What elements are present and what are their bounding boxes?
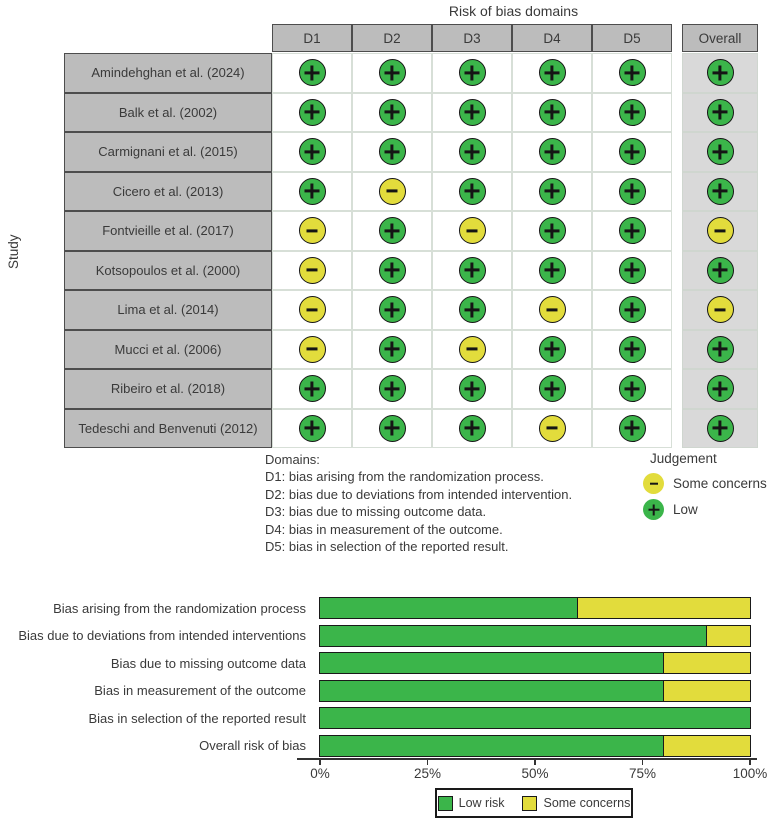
judgement-circle-low [379,138,406,165]
judgement-circle-low [299,99,326,126]
judgement-circle-low [619,257,646,284]
judgement-cell [272,251,352,291]
bar-category-label: Overall risk of bias [199,738,306,753]
bar-legend-item [438,796,505,811]
bar-category-label: Bias in selection of the reported result [88,710,306,726]
domains-note-lines [265,468,572,555]
plus-icon [620,376,645,401]
judgement-circle-low [619,59,646,86]
judgement-cell [432,369,512,409]
judgement-cell [512,172,592,212]
judgement-circle-low [619,375,646,402]
minus-icon [708,218,733,243]
judgement-circle-some_concerns [539,296,566,323]
x-axis-tick-label: 50% [521,766,549,781]
plus-icon [380,376,405,401]
bar-legend-label: Some concerns [543,796,631,810]
domain-column-header-d1: D1 [272,24,352,52]
judgement-legend-circle-some_concerns [643,473,664,494]
judgement-cell [272,369,352,409]
study-label: Balk et al. (2002) [64,93,272,133]
judgement-cell [512,290,592,330]
judgement-circle-low [459,296,486,323]
judgement-cell [352,251,432,291]
stacked-bar [319,735,751,757]
minus-icon [540,416,565,441]
judgement-circle-low [299,138,326,165]
plus-icon [300,100,325,125]
judgement-cell [352,369,432,409]
judgement-cell [272,132,352,172]
x-axis-tick-label: 25% [413,766,442,781]
judgement-circle-low [459,375,486,402]
judgement-circle-low [619,217,646,244]
judgement-cell [512,211,592,251]
minus-icon [300,258,325,283]
stacked-bar [319,707,751,729]
judgement-circle-low [459,257,486,284]
judgement-circle-low [619,178,646,205]
plus-icon [460,60,485,85]
judgement-cell [682,93,758,133]
judgement-cell [512,369,592,409]
judgement-circle-low [619,415,646,442]
judgement-cell [592,369,672,409]
plus-icon [708,337,733,362]
judgement-circle-some_concerns [299,217,326,244]
judgement-circle-low [707,415,734,442]
judgement-cell [432,251,512,291]
judgement-circle-low [459,99,486,126]
bar-legend-label: Low risk [458,796,505,810]
judgement-circle-low [299,415,326,442]
plus-icon [540,139,565,164]
minus-icon [460,218,485,243]
bar-segment-low-risk [320,736,664,756]
plus-icon [540,337,565,362]
stacked-bar [319,680,751,702]
minus-icon [708,297,733,322]
domain-column-header-d3: D3 [432,24,512,52]
judgement-circle-some_concerns [539,415,566,442]
bar-category-label: Bias due to deviations from intended interventions [18,628,306,643]
judgement-cell [592,53,672,93]
plus-icon [620,179,645,204]
plus-icon [460,179,485,204]
plus-icon [380,60,405,85]
judgement-cell [272,53,352,93]
bar-legend-item [522,796,630,811]
judgement-cell [592,330,672,370]
judgement-cell [512,132,592,172]
judgement-circle-low [379,99,406,126]
judgement-cell [592,132,672,172]
plus-icon [460,416,485,441]
judgement-circle-low [459,59,486,86]
x-axis-tick [319,758,321,765]
judgement-circle-some_concerns [459,217,486,244]
judgement-legend [643,451,767,525]
judgement-cell [352,172,432,212]
plus-icon [540,179,565,204]
plus-icon [380,416,405,441]
plus-icon [300,179,325,204]
study-label: Amindehghan et al. (2024) [64,53,272,93]
judgement-circle-some_concerns [707,217,734,244]
judgement-circle-some_concerns [707,296,734,323]
judgement-cell [682,251,758,291]
study-axis-label: Study [6,234,21,270]
plus-icon [380,297,405,322]
judgement-cell [432,211,512,251]
plus-icon [643,499,664,520]
judgement-circle-low [619,99,646,126]
study-label: Mucci et al. (2006) [64,330,272,370]
judgement-circle-some_concerns [299,336,326,363]
judgement-circle-low [707,375,734,402]
judgement-cell [512,93,592,133]
plus-icon [540,60,565,85]
judgement-circle-low [539,178,566,205]
study-label: Ribeiro et al. (2018) [64,369,272,409]
x-axis-tick [642,758,644,765]
plus-icon [708,258,733,283]
study-label: Cicero et al. (2013) [64,172,272,212]
judgement-cell [682,330,758,370]
bar-segment-low-risk [320,598,578,618]
plus-icon [540,258,565,283]
minus-icon [300,297,325,322]
judgement-legend-title: Judgement [650,451,717,466]
stacked-bar [319,597,751,619]
domains-note-heading: Domains: [265,452,320,467]
plus-icon [620,258,645,283]
plus-icon [380,218,405,243]
plus-icon [300,376,325,401]
judgement-cell [272,330,352,370]
bar-chart-legend [435,788,633,818]
domains-note-line: D3: bias due to missing outcome data. [265,504,487,520]
plus-icon [380,337,405,362]
judgement-circle-low [379,336,406,363]
judgement-circle-low [459,415,486,442]
x-axis-tick-label: 100% [732,766,768,781]
domains-note-line: D4: bias in measurement of the outcome. [265,521,503,537]
judgement-cell [352,132,432,172]
judgement-cell [682,369,758,409]
judgement-cell [352,93,432,133]
bar-segment-low-risk [320,653,664,673]
judgement-cell [592,290,672,330]
plus-icon [300,60,325,85]
judgement-circle-some_concerns [299,296,326,323]
judgement-cell [432,172,512,212]
domain-column-header-d4: D4 [512,24,592,52]
judgement-circle-low [619,138,646,165]
judgement-circle-low [299,59,326,86]
domains-note [265,451,572,555]
judgement-cell [352,330,432,370]
judgement-circle-low [539,336,566,363]
plus-icon [708,100,733,125]
plus-icon [460,376,485,401]
judgement-cell [432,132,512,172]
judgement-circle-low [379,296,406,323]
judgement-circle-low [459,138,486,165]
judgement-cell [432,53,512,93]
judgement-circle-low [707,138,734,165]
judgement-cell [272,93,352,133]
plus-icon [460,297,485,322]
plus-icon [708,139,733,164]
plus-icon [620,60,645,85]
minus-icon [300,337,325,362]
minus-icon [460,337,485,362]
plus-icon [380,139,405,164]
minus-icon [380,179,405,204]
plus-icon [708,179,733,204]
plus-icon [380,100,405,125]
judgement-legend-label: Some concerns [673,476,767,491]
judgement-circle-low [539,375,566,402]
judgement-cell [592,409,672,449]
judgement-circle-low [539,257,566,284]
judgement-cell [682,211,758,251]
minus-icon [540,297,565,322]
judgement-circle-low [707,99,734,126]
x-axis-tick [749,758,751,765]
judgement-circle-low [379,257,406,284]
judgement-circle-low [707,257,734,284]
study-label: Tedeschi and Benvenuti (2012) [64,409,272,449]
bar-category-label: Bias due to missing outcome data [110,655,306,671]
judgement-cell [432,93,512,133]
judgement-cell [682,172,758,212]
judgement-cell [682,132,758,172]
judgement-cell [272,290,352,330]
judgement-circle-low [707,178,734,205]
study-label: Lima et al. (2014) [64,290,272,330]
domains-note-line: D2: bias due to deviations from intended intervention. [265,486,573,502]
stacked-bar [319,652,751,674]
traffic-light-title: Risk of bias domains [448,3,579,19]
plus-icon [540,376,565,401]
judgement-cell [512,409,592,449]
domain-column-header-d2: D2 [352,24,432,52]
judgement-circle-low [379,375,406,402]
x-axis-tick [427,758,429,765]
bar-category-label: Bias in measurement of the outcome [94,683,306,698]
judgement-circle-low [707,336,734,363]
judgement-cell [592,211,672,251]
bar-segment-low-risk [320,626,707,646]
plus-icon [620,218,645,243]
judgement-cell [352,290,432,330]
plus-icon [460,139,485,164]
judgement-circle-low [379,217,406,244]
judgement-circle-low [619,296,646,323]
plus-icon [620,139,645,164]
judgement-cell [512,330,592,370]
judgement-circle-low [379,415,406,442]
minus-icon [643,473,664,494]
x-axis-line [297,758,757,760]
judgement-cell [272,172,352,212]
minus-icon [300,218,325,243]
legend-swatch-some_concerns [522,796,537,811]
judgement-circle-low [539,99,566,126]
judgement-cell [432,409,512,449]
judgement-cell [592,172,672,212]
judgement-cell [592,93,672,133]
domain-column-header-overall: Overall [682,24,758,52]
judgement-cell [352,409,432,449]
domain-column-header-d5: D5 [592,24,672,52]
plus-icon [460,258,485,283]
x-axis-tick-label: 0% [310,766,330,781]
judgement-legend-label: Low [673,502,698,517]
study-label: Carmignani et al. (2015) [64,132,272,172]
judgement-circle-low [539,138,566,165]
judgement-cell [592,251,672,291]
plus-icon [380,258,405,283]
judgement-cell [512,251,592,291]
judgement-cell [272,211,352,251]
x-axis-tick-label: 75% [628,766,657,781]
study-label: Kotsopoulos et al. (2000) [64,251,272,291]
judgement-cell [352,211,432,251]
judgement-circle-low [539,217,566,244]
judgement-legend-circle-low [643,499,664,520]
plus-icon [620,337,645,362]
plus-icon [300,416,325,441]
judgement-circle-low [299,375,326,402]
domains-note-line: D1: bias arising from the randomization process. [265,469,544,485]
judgement-circle-low [539,59,566,86]
judgement-cell [512,53,592,93]
plus-icon [620,297,645,322]
judgement-cell [682,53,758,93]
judgement-circle-some_concerns [379,178,406,205]
plus-icon [540,100,565,125]
stacked-bar [319,625,751,647]
plus-icon [460,100,485,125]
judgement-legend-item [643,499,767,520]
judgement-circle-low [619,336,646,363]
domains-note-line: D5: bias in selection of the reported result. [265,539,509,555]
plus-icon [708,416,733,441]
judgement-cell [432,330,512,370]
judgement-circle-low [379,59,406,86]
bar-segment-low-risk [320,708,750,728]
judgement-legend-item [643,473,767,494]
judgement-legend-items [643,473,767,520]
plus-icon [620,100,645,125]
judgement-circle-low [459,178,486,205]
judgement-cell [682,409,758,449]
legend-swatch-low [438,796,453,811]
plus-icon [620,416,645,441]
bar-category-label: Bias arising from the randomization process [53,600,306,616]
plus-icon [540,218,565,243]
bar-segment-low-risk [320,681,664,701]
judgement-circle-some_concerns [459,336,486,363]
judgement-cell [682,290,758,330]
study-label: Fontvieille et al. (2017) [64,211,272,251]
plus-icon [300,139,325,164]
judgement-cell [432,290,512,330]
plus-icon [708,60,733,85]
plus-icon [708,376,733,401]
judgement-circle-some_concerns [299,257,326,284]
judgement-cell [272,409,352,449]
judgement-cell [352,53,432,93]
x-axis-tick [534,758,536,765]
judgement-circle-low [299,178,326,205]
judgement-circle-low [707,59,734,86]
